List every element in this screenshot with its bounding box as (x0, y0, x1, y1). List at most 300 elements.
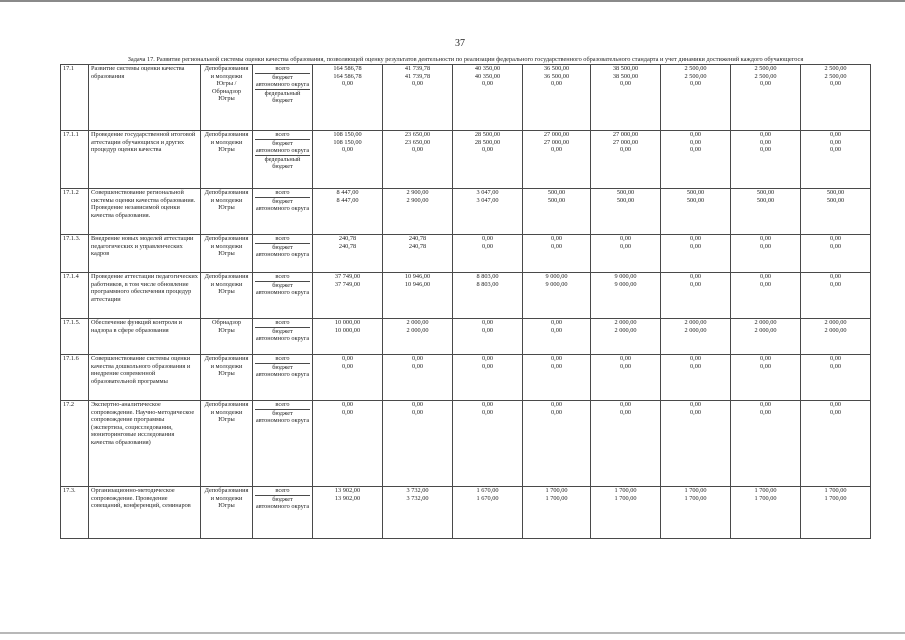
amount-value: 2 500,00 (754, 65, 777, 72)
row-executor: Депобразования и молодежи Югры (201, 487, 253, 539)
amount-cell (313, 319, 383, 355)
amount-value: 0,00 (481, 401, 494, 408)
row-code: 17.1.3. (61, 235, 89, 273)
amount-value: 1 670,00 (476, 487, 499, 494)
amount-value: 0,00 (619, 146, 632, 154)
row-code: 17.1 (61, 65, 89, 131)
amount-cell (661, 319, 731, 355)
amount-value: 0,00 (759, 80, 772, 88)
amount-cell (523, 131, 591, 189)
amount-value: 0,00 (550, 326, 563, 334)
funding-source: бюджет автономного округа (255, 281, 310, 297)
amount-cell (383, 355, 453, 401)
amount-cell (313, 189, 383, 235)
amount-value: 0,00 (759, 401, 772, 408)
funding-source: федеральный бюджет (264, 89, 301, 105)
row-name: Обеспечение функций контроля и надзора в сфере образования (89, 319, 201, 355)
amount-value: 23 650,00 (404, 138, 431, 146)
amount-value: 1 670,00 (476, 494, 499, 502)
amount-value: 37 749,00 (334, 280, 361, 288)
amount-value: 0,00 (689, 273, 702, 280)
amount-value: 0,00 (411, 355, 424, 362)
amount-cell (801, 235, 871, 273)
amount-value: 2 500,00 (684, 72, 707, 80)
table-row (61, 355, 871, 401)
amount-value: 0,00 (619, 355, 632, 362)
funding-source-cell (253, 355, 313, 401)
amount-cell (731, 355, 801, 401)
amount-value: 0,00 (689, 138, 702, 146)
amount-value: 36 500,00 (543, 72, 570, 80)
amount-value: 28 500,00 (474, 138, 501, 146)
amount-value: 2 000,00 (406, 326, 429, 334)
amount-cell (453, 65, 523, 131)
amount-value: 9 000,00 (545, 280, 568, 288)
amount-value: 10 946,00 (404, 280, 431, 288)
amount-cell (313, 355, 383, 401)
amount-value: 0,00 (411, 401, 424, 408)
amount-value: 40 350,00 (474, 72, 501, 80)
amount-cell (523, 273, 591, 319)
amount-value: 0,00 (829, 355, 842, 362)
amount-cell (313, 131, 383, 189)
amount-value: 0,00 (550, 362, 563, 370)
funding-source: всего (255, 273, 310, 282)
amount-value: 27 000,00 (543, 131, 570, 138)
amount-value: 2 500,00 (824, 72, 847, 80)
amount-value: 27 000,00 (612, 131, 639, 138)
amount-value: 240,78 (338, 235, 357, 242)
amount-cell (801, 401, 871, 487)
amount-value: 37 749,00 (334, 273, 361, 280)
amount-value: 500,00 (686, 196, 705, 204)
amount-value: 41 739,78 (404, 72, 431, 80)
amount-cell (523, 235, 591, 273)
row-name: Внедрение новых моделей аттестации педагогических и управленческих кадров (89, 235, 201, 273)
amount-cell (731, 131, 801, 189)
amount-cell (453, 189, 523, 235)
amount-value: 0,00 (689, 408, 702, 416)
amount-value: 2 000,00 (614, 326, 637, 334)
table-row (61, 189, 871, 235)
amount-value: 2 900,00 (406, 189, 429, 196)
amount-value: 0,00 (619, 242, 632, 250)
amount-cell (313, 65, 383, 131)
amount-value: 108 150,00 (333, 138, 362, 146)
amount-cell (661, 401, 731, 487)
funding-source: бюджет автономного округа (255, 197, 310, 213)
amount-value: 500,00 (547, 196, 566, 204)
amount-value: 0,00 (689, 80, 702, 88)
amount-value: 0,00 (759, 146, 772, 154)
amount-cell (383, 189, 453, 235)
amount-cell (801, 487, 871, 539)
amount-value: 240,78 (408, 235, 427, 242)
row-name: Экспертно-аналитическое сопровождение. Научно-методическое сопровождение программы (экспертиза, социсследования, мониторинговые исследования качества образования) (89, 401, 201, 487)
amount-value: 0,00 (411, 146, 424, 154)
amount-cell (801, 131, 871, 189)
row-executor: Депобразования и молодежи Югры / Обрнадзор Югры (201, 65, 253, 131)
amount-cell (523, 65, 591, 131)
row-name: Проведение аттестации педагогических работников, в том числе обновление программного обеспечения процедур аттестации (89, 273, 201, 319)
amount-value: 9 000,00 (614, 280, 637, 288)
amount-value: 2 000,00 (684, 326, 707, 334)
amount-cell (731, 401, 801, 487)
amount-value: 9 000,00 (614, 273, 637, 280)
amount-value: 0,00 (689, 242, 702, 250)
amount-value: 2 500,00 (684, 65, 707, 72)
amount-value: 2 000,00 (614, 319, 637, 326)
amount-cell (661, 487, 731, 539)
amount-cell (453, 273, 523, 319)
amount-value: 0,00 (689, 146, 702, 154)
amount-value: 0,00 (689, 401, 702, 408)
amount-value: 23 650,00 (404, 131, 431, 138)
amount-value: 1 700,00 (754, 494, 777, 502)
amount-value: 8 803,00 (476, 280, 499, 288)
amount-value: 27 000,00 (543, 138, 570, 146)
amount-value: 2 000,00 (406, 319, 429, 326)
row-name: Проведение государственной итоговой аттестации обучающихся и других процедур оценки качества (89, 131, 201, 189)
funding-source-cell (253, 401, 313, 487)
amount-value: 2 000,00 (824, 326, 847, 334)
funding-source: всего (255, 401, 310, 410)
amount-value: 36 500,00 (543, 65, 570, 72)
amount-cell (731, 65, 801, 131)
amount-value: 0,00 (619, 80, 632, 88)
amount-value: 0,00 (550, 235, 563, 242)
amount-cell (661, 189, 731, 235)
amount-cell (591, 355, 661, 401)
amount-value: 0,00 (829, 280, 842, 288)
page-number: 37 (455, 38, 465, 49)
amount-cell (453, 131, 523, 189)
amount-value: 3 047,00 (476, 196, 499, 204)
amount-value: 0,00 (759, 408, 772, 416)
amount-cell (731, 273, 801, 319)
amount-value: 2 000,00 (754, 319, 777, 326)
amount-value: 0,00 (759, 131, 772, 138)
funding-source: всего (255, 319, 310, 328)
amount-value: 0,00 (829, 146, 842, 154)
amount-cell (661, 65, 731, 131)
amount-value: 0,00 (689, 355, 702, 362)
funding-source: бюджет автономного округа (255, 139, 310, 155)
funding-source: всего (255, 235, 310, 244)
amount-value: 0,00 (689, 280, 702, 288)
amount-cell (523, 355, 591, 401)
amount-value: 240,78 (338, 242, 357, 250)
amount-value: 0,00 (411, 80, 424, 88)
amount-value: 0,00 (759, 355, 772, 362)
amount-value: 0,00 (481, 326, 494, 334)
amount-cell (453, 487, 523, 539)
amount-value: 41 739,78 (404, 65, 431, 72)
amount-value: 500,00 (826, 196, 845, 204)
amount-cell (801, 355, 871, 401)
table-row (61, 235, 871, 273)
amount-cell (591, 273, 661, 319)
amount-value: 0,00 (829, 401, 842, 408)
amount-value: 0,00 (341, 408, 354, 416)
amount-value: 3 047,00 (476, 189, 499, 196)
amount-value: 2 000,00 (824, 319, 847, 326)
row-executor: Обрнадзор Югры (201, 319, 253, 355)
funding-source: федеральный бюджет (264, 155, 301, 171)
amount-value: 0,00 (759, 242, 772, 250)
amount-value: 164 586,78 (333, 65, 362, 72)
amount-cell (801, 273, 871, 319)
amount-value: 0,00 (619, 408, 632, 416)
amount-value: 0,00 (689, 131, 702, 138)
amount-cell (661, 235, 731, 273)
amount-cell (591, 319, 661, 355)
amount-value: 38 500,00 (612, 65, 639, 72)
funding-source: бюджет автономного округа (255, 73, 310, 89)
amount-value: 500,00 (756, 189, 775, 196)
amount-cell (591, 235, 661, 273)
funding-source-cell (253, 487, 313, 539)
amount-cell (801, 65, 871, 131)
amount-cell (801, 319, 871, 355)
table-row (61, 65, 871, 131)
funding-source-cell (253, 235, 313, 273)
amount-value: 0,00 (759, 273, 772, 280)
amount-value: 0,00 (481, 408, 494, 416)
amount-value: 1 700,00 (614, 494, 637, 502)
amount-value: 10 000,00 (334, 326, 361, 334)
amount-cell (661, 273, 731, 319)
amount-cell (591, 65, 661, 131)
amount-value: 0,00 (481, 319, 494, 326)
amount-value: 0,00 (619, 362, 632, 370)
amount-value: 240,78 (408, 242, 427, 250)
amount-value: 500,00 (826, 189, 845, 196)
amount-cell (661, 355, 731, 401)
amount-value: 1 700,00 (824, 487, 847, 494)
amount-cell (453, 235, 523, 273)
table-header-row (61, 56, 871, 65)
funding-source: бюджет автономного округа (255, 327, 310, 343)
row-code: 17.1.5. (61, 319, 89, 355)
table-body (61, 65, 871, 539)
amount-value: 0,00 (689, 362, 702, 370)
amount-value: 0,00 (341, 146, 354, 154)
amount-value: 0,00 (829, 362, 842, 370)
amount-cell (591, 487, 661, 539)
amount-value: 13 902,00 (334, 494, 361, 502)
amount-cell (731, 235, 801, 273)
amount-value: 8 447,00 (336, 189, 359, 196)
row-code: 17.2 (61, 401, 89, 487)
amount-value: 0,00 (829, 242, 842, 250)
amount-value: 0,00 (759, 280, 772, 288)
amount-cell (383, 319, 453, 355)
funding-source: всего (255, 189, 310, 198)
amount-value: 2 500,00 (754, 72, 777, 80)
amount-cell (591, 189, 661, 235)
amount-value: 0,00 (829, 273, 842, 280)
amount-value: 500,00 (616, 189, 635, 196)
amount-cell (801, 189, 871, 235)
amount-value: 3 732,00 (406, 487, 429, 494)
amount-value: 0,00 (481, 242, 494, 250)
amount-value: 0,00 (550, 355, 563, 362)
amount-value: 13 902,00 (334, 487, 361, 494)
amount-cell (453, 355, 523, 401)
amount-value: 10 946,00 (404, 273, 431, 280)
amount-value: 8 803,00 (476, 273, 499, 280)
row-name: Развитие системы оценки качества образования (89, 65, 201, 131)
amount-value: 1 700,00 (754, 487, 777, 494)
amount-value: 9 000,00 (545, 273, 568, 280)
amount-value: 28 500,00 (474, 131, 501, 138)
amount-cell (383, 401, 453, 487)
amount-value: 500,00 (756, 196, 775, 204)
amount-value: 0,00 (550, 408, 563, 416)
amount-cell (313, 487, 383, 539)
funding-source-cell (253, 131, 313, 189)
amount-cell (383, 273, 453, 319)
funding-source: бюджет автономного округа (255, 363, 310, 379)
amount-cell (731, 189, 801, 235)
amount-value: 0,00 (550, 401, 563, 408)
amount-value: 0,00 (481, 146, 494, 154)
amount-value: 0,00 (829, 235, 842, 242)
amount-cell (383, 235, 453, 273)
amount-value: 2 500,00 (824, 65, 847, 72)
funding-source-cell (253, 189, 313, 235)
amount-cell (453, 401, 523, 487)
amount-value: 1 700,00 (684, 494, 707, 502)
row-code: 17.1.2 (61, 189, 89, 235)
amount-value: 0,00 (411, 362, 424, 370)
funding-source: всего (255, 131, 310, 140)
amount-cell (313, 401, 383, 487)
amount-value: 0,00 (550, 80, 563, 88)
amount-value: 1 700,00 (684, 487, 707, 494)
amount-value: 0,00 (550, 242, 563, 250)
amount-value: 0,00 (759, 235, 772, 242)
row-executor: Депобразования и молодежи Югры (201, 273, 253, 319)
amount-cell (453, 319, 523, 355)
amount-value: 40 350,00 (474, 65, 501, 72)
amount-value: 1 700,00 (545, 494, 568, 502)
funding-source: бюджет автономного округа (255, 409, 310, 425)
amount-value: 0,00 (829, 138, 842, 146)
funding-source: бюджет автономного округа (255, 495, 310, 511)
row-code: 17.1.1 (61, 131, 89, 189)
row-name: Совершенствование системы оценки качества дошкольного образования и внедрение современной образовательной программы (89, 355, 201, 401)
amount-value: 0,00 (481, 80, 494, 88)
amount-value: 0,00 (341, 80, 354, 88)
amount-value: 0,00 (341, 362, 354, 370)
amount-value: 0,00 (829, 80, 842, 88)
amount-value: 0,00 (689, 235, 702, 242)
row-executor: Депобразования и молодежи Югры (201, 131, 253, 189)
amount-value: 8 447,00 (336, 196, 359, 204)
amount-value: 0,00 (550, 319, 563, 326)
amount-value: 38 500,00 (612, 72, 639, 80)
amount-cell (731, 487, 801, 539)
amount-value: 0,00 (550, 146, 563, 154)
amount-value: 0,00 (411, 408, 424, 416)
amount-value: 500,00 (616, 196, 635, 204)
amount-cell (313, 273, 383, 319)
amount-cell (523, 487, 591, 539)
amount-cell (383, 131, 453, 189)
task-header: Задача 17. Развитие региональной системы оценки качества образования, позволяющей оценку результатов деятельности по реализации федерального государственного образовательного стандарта и учет динамики достижений каждого обучающегося (61, 56, 871, 65)
table-row (61, 319, 871, 355)
amount-cell (731, 319, 801, 355)
funding-source: всего (255, 355, 310, 364)
row-executor: Депобразования и молодежи Югры (201, 189, 253, 235)
amount-cell (591, 131, 661, 189)
amount-value: 0,00 (481, 235, 494, 242)
row-name: Организационно-методическое сопровождение. Проведение совещаний, конференций, семинаров (89, 487, 201, 539)
row-executor: Депобразования и молодежи Югры (201, 235, 253, 273)
amount-value: 0,00 (829, 131, 842, 138)
amount-value: 1 700,00 (614, 487, 637, 494)
table-row (61, 401, 871, 487)
amount-value: 2 900,00 (406, 196, 429, 204)
row-code: 17.1.4 (61, 273, 89, 319)
amount-value: 0,00 (341, 401, 354, 408)
amount-value: 1 700,00 (545, 487, 568, 494)
amount-cell (523, 401, 591, 487)
amount-value: 10 000,00 (334, 319, 361, 326)
amount-value: 0,00 (759, 362, 772, 370)
amount-value: 500,00 (686, 189, 705, 196)
amount-cell (523, 189, 591, 235)
amount-value: 0,00 (619, 401, 632, 408)
amount-cell (661, 131, 731, 189)
funding-source: всего (255, 487, 310, 496)
row-name: Совершенствование региональной системы оценки качества образования. Проведение независимой оценки качества образования. (89, 189, 201, 235)
funding-source-cell (253, 273, 313, 319)
row-executor: Депобразования и молодежи Югры (201, 401, 253, 487)
budget-table (60, 56, 871, 539)
amount-value: 0,00 (481, 355, 494, 362)
table-row (61, 487, 871, 539)
amount-value: 2 000,00 (754, 326, 777, 334)
amount-cell (523, 319, 591, 355)
scan-edge-bottom (0, 632, 905, 634)
amount-value: 3 732,00 (406, 494, 429, 502)
amount-value: 0,00 (759, 138, 772, 146)
amount-value: 0,00 (829, 408, 842, 416)
scan-edge-top (0, 0, 905, 2)
amount-value: 2 000,00 (684, 319, 707, 326)
funding-source: всего (255, 65, 310, 74)
amount-cell (591, 401, 661, 487)
funding-source-cell (253, 319, 313, 355)
funding-source-cell (253, 65, 313, 131)
row-executor: Депобразования и молодежи Югры (201, 355, 253, 401)
amount-value: 0,00 (341, 355, 354, 362)
amount-cell (313, 235, 383, 273)
table-row (61, 273, 871, 319)
amount-value: 27 000,00 (612, 138, 639, 146)
amount-cell (383, 65, 453, 131)
amount-value: 500,00 (547, 189, 566, 196)
row-code: 17.1.6 (61, 355, 89, 401)
amount-cell (383, 487, 453, 539)
funding-source: бюджет автономного округа (255, 243, 310, 259)
amount-value: 108 150,00 (333, 131, 362, 138)
amount-value: 0,00 (619, 235, 632, 242)
amount-value: 0,00 (481, 362, 494, 370)
